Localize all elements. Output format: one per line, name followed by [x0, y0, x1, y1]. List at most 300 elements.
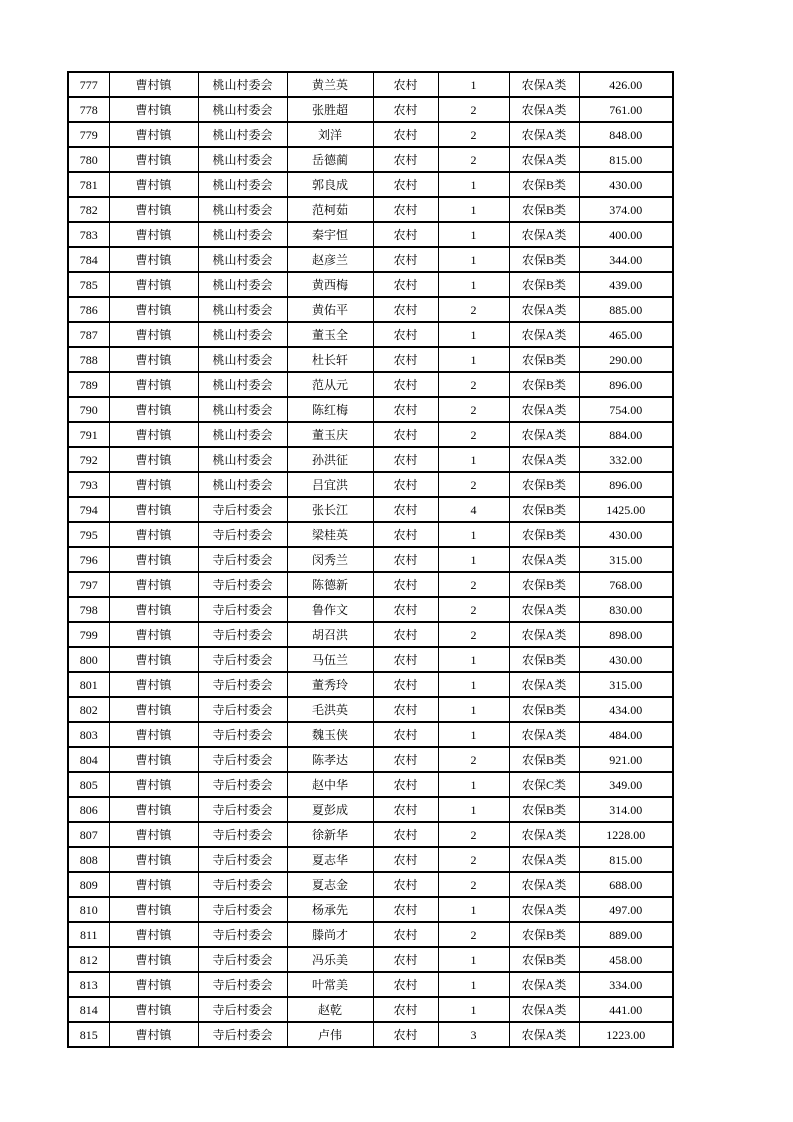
- table-row: [68, 772, 673, 797]
- cell-category: 农村: [373, 672, 438, 697]
- table-row: [68, 322, 673, 347]
- table-row: [68, 647, 673, 672]
- cell-name: 刘洋: [287, 122, 373, 147]
- cell-count: 2: [438, 747, 509, 772]
- cell-name: 杜长轩: [287, 347, 373, 372]
- cell-category: 农村: [373, 147, 438, 172]
- cell-town: 曹村镇: [109, 422, 198, 447]
- table-row: [68, 997, 673, 1022]
- cell-seq: 806: [68, 797, 109, 822]
- cell-count: 2: [438, 297, 509, 322]
- cell-amount: 349.00: [579, 772, 673, 797]
- cell-amount: 1223.00: [579, 1022, 673, 1047]
- cell-name: 闵秀兰: [287, 547, 373, 572]
- table-row: [68, 247, 673, 272]
- cell-category: 农村: [373, 772, 438, 797]
- cell-category: 农村: [373, 97, 438, 122]
- table-row: [68, 547, 673, 572]
- cell-village: 寺后村委会: [198, 722, 287, 747]
- cell-village: 桃山村委会: [198, 122, 287, 147]
- cell-count: 1: [438, 547, 509, 572]
- cell-amount: 334.00: [579, 972, 673, 997]
- cell-seq: 778: [68, 97, 109, 122]
- cell-name: 夏志华: [287, 847, 373, 872]
- cell-town: 曹村镇: [109, 172, 198, 197]
- cell-count: 1: [438, 172, 509, 197]
- table-row: [68, 397, 673, 422]
- cell-category: 农村: [373, 972, 438, 997]
- cell-seq: 777: [68, 72, 109, 97]
- table-row: [68, 622, 673, 647]
- cell-category: 农村: [373, 422, 438, 447]
- cell-category: 农村: [373, 897, 438, 922]
- cell-name: 卢伟: [287, 1022, 373, 1047]
- cell-insurance-type: 农保A类: [509, 597, 579, 622]
- cell-town: 曹村镇: [109, 722, 198, 747]
- cell-name: 秦宇恒: [287, 222, 373, 247]
- cell-count: 1: [438, 347, 509, 372]
- cell-name: 赵乾: [287, 997, 373, 1022]
- cell-category: 农村: [373, 322, 438, 347]
- cell-seq: 791: [68, 422, 109, 447]
- table-row: [68, 972, 673, 997]
- cell-seq: 780: [68, 147, 109, 172]
- cell-count: 3: [438, 1022, 509, 1047]
- cell-seq: 804: [68, 747, 109, 772]
- cell-count: 1: [438, 272, 509, 297]
- cell-insurance-type: 农保A类: [509, 722, 579, 747]
- cell-amount: 374.00: [579, 197, 673, 222]
- cell-name: 郭良成: [287, 172, 373, 197]
- cell-name: 赵中华: [287, 772, 373, 797]
- cell-seq: 810: [68, 897, 109, 922]
- cell-seq: 796: [68, 547, 109, 572]
- cell-amount: 441.00: [579, 997, 673, 1022]
- cell-category: 农村: [373, 597, 438, 622]
- table-row: [68, 422, 673, 447]
- cell-category: 农村: [373, 572, 438, 597]
- cell-insurance-type: 农保B类: [509, 497, 579, 522]
- cell-town: 曹村镇: [109, 647, 198, 672]
- cell-seq: 795: [68, 522, 109, 547]
- cell-amount: 315.00: [579, 672, 673, 697]
- table-row: [68, 1022, 673, 1047]
- cell-name: 范柯茹: [287, 197, 373, 222]
- cell-seq: 788: [68, 347, 109, 372]
- cell-name: 孙洪征: [287, 447, 373, 472]
- cell-amount: 761.00: [579, 97, 673, 122]
- cell-name: 毛洪英: [287, 697, 373, 722]
- cell-town: 曹村镇: [109, 972, 198, 997]
- cell-count: 2: [438, 97, 509, 122]
- cell-village: 寺后村委会: [198, 922, 287, 947]
- cell-category: 农村: [373, 1022, 438, 1047]
- cell-village: 桃山村委会: [198, 397, 287, 422]
- table-row: [68, 922, 673, 947]
- cell-amount: 439.00: [579, 272, 673, 297]
- cell-insurance-type: 农保A类: [509, 97, 579, 122]
- table-row: [68, 522, 673, 547]
- cell-category: 农村: [373, 522, 438, 547]
- cell-insurance-type: 农保C类: [509, 772, 579, 797]
- cell-town: 曹村镇: [109, 272, 198, 297]
- cell-count: 2: [438, 422, 509, 447]
- cell-category: 农村: [373, 547, 438, 572]
- cell-seq: 812: [68, 947, 109, 972]
- cell-category: 农村: [373, 822, 438, 847]
- cell-seq: 798: [68, 597, 109, 622]
- cell-insurance-type: 农保A类: [509, 997, 579, 1022]
- cell-insurance-type: 农保B类: [509, 572, 579, 597]
- cell-amount: 430.00: [579, 522, 673, 547]
- cell-category: 农村: [373, 697, 438, 722]
- table-row: [68, 72, 673, 97]
- cell-count: 1: [438, 322, 509, 347]
- cell-amount: 921.00: [579, 747, 673, 772]
- cell-category: 农村: [373, 922, 438, 947]
- table-row: [68, 447, 673, 472]
- cell-count: 1: [438, 797, 509, 822]
- cell-village: 桃山村委会: [198, 197, 287, 222]
- cell-insurance-type: 农保A类: [509, 72, 579, 97]
- cell-town: 曹村镇: [109, 622, 198, 647]
- cell-name: 魏玉侠: [287, 722, 373, 747]
- cell-name: 冯乐美: [287, 947, 373, 972]
- cell-town: 曹村镇: [109, 847, 198, 872]
- cell-village: 寺后村委会: [198, 1022, 287, 1047]
- cell-town: 曹村镇: [109, 372, 198, 397]
- cell-insurance-type: 农保B类: [509, 697, 579, 722]
- cell-town: 曹村镇: [109, 547, 198, 572]
- cell-insurance-type: 农保A类: [509, 897, 579, 922]
- cell-amount: 889.00: [579, 922, 673, 947]
- cell-village: 桃山村委会: [198, 372, 287, 397]
- cell-seq: 807: [68, 822, 109, 847]
- cell-name: 吕宜洪: [287, 472, 373, 497]
- cell-village: 桃山村委会: [198, 422, 287, 447]
- cell-amount: 344.00: [579, 247, 673, 272]
- cell-town: 曹村镇: [109, 247, 198, 272]
- cell-category: 农村: [373, 272, 438, 297]
- cell-name: 徐新华: [287, 822, 373, 847]
- cell-count: 2: [438, 922, 509, 947]
- cell-amount: 830.00: [579, 597, 673, 622]
- cell-amount: 332.00: [579, 447, 673, 472]
- cell-category: 农村: [373, 722, 438, 747]
- cell-village: 桃山村委会: [198, 247, 287, 272]
- cell-insurance-type: 农保B类: [509, 372, 579, 397]
- cell-category: 农村: [373, 497, 438, 522]
- cell-count: 1: [438, 222, 509, 247]
- table-row: [68, 797, 673, 822]
- cell-count: 2: [438, 572, 509, 597]
- cell-amount: 768.00: [579, 572, 673, 597]
- cell-insurance-type: 农保A类: [509, 222, 579, 247]
- cell-town: 曹村镇: [109, 197, 198, 222]
- cell-name: 黄佑平: [287, 297, 373, 322]
- cell-town: 曹村镇: [109, 472, 198, 497]
- cell-count: 1: [438, 647, 509, 672]
- cell-village: 寺后村委会: [198, 622, 287, 647]
- cell-count: 2: [438, 622, 509, 647]
- cell-insurance-type: 农保B类: [509, 647, 579, 672]
- cell-town: 曹村镇: [109, 72, 198, 97]
- cell-seq: 813: [68, 972, 109, 997]
- cell-insurance-type: 农保B类: [509, 797, 579, 822]
- cell-insurance-type: 农保B类: [509, 922, 579, 947]
- cell-amount: 1425.00: [579, 497, 673, 522]
- cell-amount: 754.00: [579, 397, 673, 422]
- cell-category: 农村: [373, 472, 438, 497]
- cell-village: 寺后村委会: [198, 497, 287, 522]
- cell-name: 范从元: [287, 372, 373, 397]
- cell-category: 农村: [373, 847, 438, 872]
- cell-count: 1: [438, 997, 509, 1022]
- cell-category: 农村: [373, 447, 438, 472]
- cell-insurance-type: 农保A类: [509, 672, 579, 697]
- cell-village: 桃山村委会: [198, 222, 287, 247]
- cell-count: 1: [438, 722, 509, 747]
- cell-name: 滕尚才: [287, 922, 373, 947]
- cell-amount: 426.00: [579, 72, 673, 97]
- cell-insurance-type: 农保A类: [509, 847, 579, 872]
- cell-village: 寺后村委会: [198, 647, 287, 672]
- cell-name: 黄兰英: [287, 72, 373, 97]
- cell-count: 2: [438, 847, 509, 872]
- cell-town: 曹村镇: [109, 447, 198, 472]
- cell-seq: 784: [68, 247, 109, 272]
- cell-count: 1: [438, 672, 509, 697]
- table-row: [68, 822, 673, 847]
- cell-category: 农村: [373, 372, 438, 397]
- cell-seq: 786: [68, 297, 109, 322]
- cell-seq: 785: [68, 272, 109, 297]
- cell-seq: 790: [68, 397, 109, 422]
- cell-count: 1: [438, 522, 509, 547]
- cell-town: 曹村镇: [109, 747, 198, 772]
- table-row: [68, 497, 673, 522]
- cell-count: 2: [438, 397, 509, 422]
- table-row: [68, 872, 673, 897]
- cell-town: 曹村镇: [109, 697, 198, 722]
- cell-name: 张胜超: [287, 97, 373, 122]
- cell-count: 2: [438, 472, 509, 497]
- cell-village: 桃山村委会: [198, 172, 287, 197]
- cell-amount: 688.00: [579, 872, 673, 897]
- cell-village: 寺后村委会: [198, 822, 287, 847]
- cell-name: 陈孝达: [287, 747, 373, 772]
- cell-name: 张长江: [287, 497, 373, 522]
- cell-amount: 465.00: [579, 322, 673, 347]
- cell-insurance-type: 农保B类: [509, 172, 579, 197]
- cell-amount: 896.00: [579, 472, 673, 497]
- cell-insurance-type: 农保A类: [509, 322, 579, 347]
- cell-amount: 434.00: [579, 697, 673, 722]
- cell-amount: 458.00: [579, 947, 673, 972]
- cell-seq: 789: [68, 372, 109, 397]
- cell-town: 曹村镇: [109, 997, 198, 1022]
- cell-village: 寺后村委会: [198, 597, 287, 622]
- cell-category: 农村: [373, 247, 438, 272]
- cell-village: 寺后村委会: [198, 897, 287, 922]
- cell-town: 曹村镇: [109, 572, 198, 597]
- cell-town: 曹村镇: [109, 122, 198, 147]
- cell-insurance-type: 农保A类: [509, 422, 579, 447]
- cell-insurance-type: 农保A类: [509, 547, 579, 572]
- table-row: [68, 722, 673, 747]
- cell-name: 杨承先: [287, 897, 373, 922]
- table-row: [68, 372, 673, 397]
- cell-name: 董秀玲: [287, 672, 373, 697]
- cell-seq: 811: [68, 922, 109, 947]
- cell-village: 桃山村委会: [198, 297, 287, 322]
- cell-count: 1: [438, 947, 509, 972]
- cell-village: 寺后村委会: [198, 997, 287, 1022]
- cell-village: 寺后村委会: [198, 797, 287, 822]
- cell-insurance-type: 农保B类: [509, 197, 579, 222]
- cell-category: 农村: [373, 222, 438, 247]
- cell-town: 曹村镇: [109, 147, 198, 172]
- cell-insurance-type: 农保A类: [509, 397, 579, 422]
- cell-village: 桃山村委会: [198, 72, 287, 97]
- cell-amount: 815.00: [579, 147, 673, 172]
- cell-count: 2: [438, 597, 509, 622]
- cell-count: 2: [438, 822, 509, 847]
- cell-count: 1: [438, 197, 509, 222]
- table-row: [68, 97, 673, 122]
- cell-insurance-type: 农保A类: [509, 1022, 579, 1047]
- cell-seq: 794: [68, 497, 109, 522]
- cell-name: 陈德新: [287, 572, 373, 597]
- cell-village: 桃山村委会: [198, 472, 287, 497]
- cell-town: 曹村镇: [109, 497, 198, 522]
- cell-insurance-type: 农保B类: [509, 522, 579, 547]
- cell-town: 曹村镇: [109, 897, 198, 922]
- cell-amount: 314.00: [579, 797, 673, 822]
- cell-seq: 815: [68, 1022, 109, 1047]
- cell-seq: 797: [68, 572, 109, 597]
- cell-amount: 1228.00: [579, 822, 673, 847]
- cell-count: 2: [438, 122, 509, 147]
- cell-seq: 803: [68, 722, 109, 747]
- cell-seq: 809: [68, 872, 109, 897]
- cell-seq: 792: [68, 447, 109, 472]
- cell-count: 1: [438, 897, 509, 922]
- cell-category: 农村: [373, 72, 438, 97]
- cell-count: 1: [438, 247, 509, 272]
- cell-name: 岳德蔺: [287, 147, 373, 172]
- cell-category: 农村: [373, 797, 438, 822]
- cell-category: 农村: [373, 622, 438, 647]
- cell-amount: 484.00: [579, 722, 673, 747]
- cell-category: 农村: [373, 197, 438, 222]
- cell-amount: 896.00: [579, 372, 673, 397]
- cell-category: 农村: [373, 997, 438, 1022]
- cell-village: 寺后村委会: [198, 522, 287, 547]
- table-row: [68, 597, 673, 622]
- cell-category: 农村: [373, 297, 438, 322]
- table-row: [68, 847, 673, 872]
- cell-insurance-type: 农保A类: [509, 622, 579, 647]
- table-row: [68, 897, 673, 922]
- cell-insurance-type: 农保B类: [509, 347, 579, 372]
- cell-insurance-type: 农保B类: [509, 472, 579, 497]
- cell-town: 曹村镇: [109, 597, 198, 622]
- cell-category: 农村: [373, 947, 438, 972]
- cell-seq: 787: [68, 322, 109, 347]
- cell-town: 曹村镇: [109, 797, 198, 822]
- table-row: [68, 697, 673, 722]
- cell-name: 叶常美: [287, 972, 373, 997]
- cell-count: 2: [438, 872, 509, 897]
- cell-amount: 815.00: [579, 847, 673, 872]
- cell-seq: 782: [68, 197, 109, 222]
- cell-town: 曹村镇: [109, 222, 198, 247]
- cell-category: 农村: [373, 122, 438, 147]
- cell-insurance-type: 农保B类: [509, 947, 579, 972]
- cell-category: 农村: [373, 347, 438, 372]
- cell-seq: 793: [68, 472, 109, 497]
- cell-village: 寺后村委会: [198, 947, 287, 972]
- table-row: [68, 347, 673, 372]
- cell-amount: 430.00: [579, 647, 673, 672]
- cell-count: 1: [438, 447, 509, 472]
- cell-town: 曹村镇: [109, 322, 198, 347]
- cell-insurance-type: 农保B类: [509, 272, 579, 297]
- cell-village: 桃山村委会: [198, 147, 287, 172]
- cell-name: 鲁作文: [287, 597, 373, 622]
- cell-village: 寺后村委会: [198, 872, 287, 897]
- cell-amount: 848.00: [579, 122, 673, 147]
- cell-village: 寺后村委会: [198, 972, 287, 997]
- cell-village: 寺后村委会: [198, 572, 287, 597]
- cell-count: 1: [438, 72, 509, 97]
- cell-town: 曹村镇: [109, 397, 198, 422]
- cell-count: 4: [438, 497, 509, 522]
- table-row: [68, 747, 673, 772]
- cell-name: 董玉庆: [287, 422, 373, 447]
- cell-category: 农村: [373, 872, 438, 897]
- cell-name: 夏志金: [287, 872, 373, 897]
- cell-village: 寺后村委会: [198, 847, 287, 872]
- cell-amount: 885.00: [579, 297, 673, 322]
- cell-village: 寺后村委会: [198, 697, 287, 722]
- table-row: [68, 297, 673, 322]
- cell-category: 农村: [373, 172, 438, 197]
- cell-name: 赵彦兰: [287, 247, 373, 272]
- cell-town: 曹村镇: [109, 772, 198, 797]
- cell-insurance-type: 农保A类: [509, 297, 579, 322]
- cell-village: 寺后村委会: [198, 772, 287, 797]
- cell-insurance-type: 农保A类: [509, 872, 579, 897]
- cell-insurance-type: 农保A类: [509, 972, 579, 997]
- cell-name: 夏彭成: [287, 797, 373, 822]
- cell-village: 桃山村委会: [198, 447, 287, 472]
- cell-insurance-type: 农保B类: [509, 747, 579, 772]
- records-tbody: [68, 72, 673, 1047]
- cell-seq: 814: [68, 997, 109, 1022]
- table-row: [68, 672, 673, 697]
- cell-count: 1: [438, 697, 509, 722]
- cell-village: 桃山村委会: [198, 272, 287, 297]
- cell-town: 曹村镇: [109, 947, 198, 972]
- cell-name: 陈红梅: [287, 397, 373, 422]
- cell-village: 桃山村委会: [198, 347, 287, 372]
- records-table: [67, 71, 674, 1048]
- table-row: [68, 147, 673, 172]
- cell-insurance-type: 农保A类: [509, 122, 579, 147]
- cell-count: 2: [438, 147, 509, 172]
